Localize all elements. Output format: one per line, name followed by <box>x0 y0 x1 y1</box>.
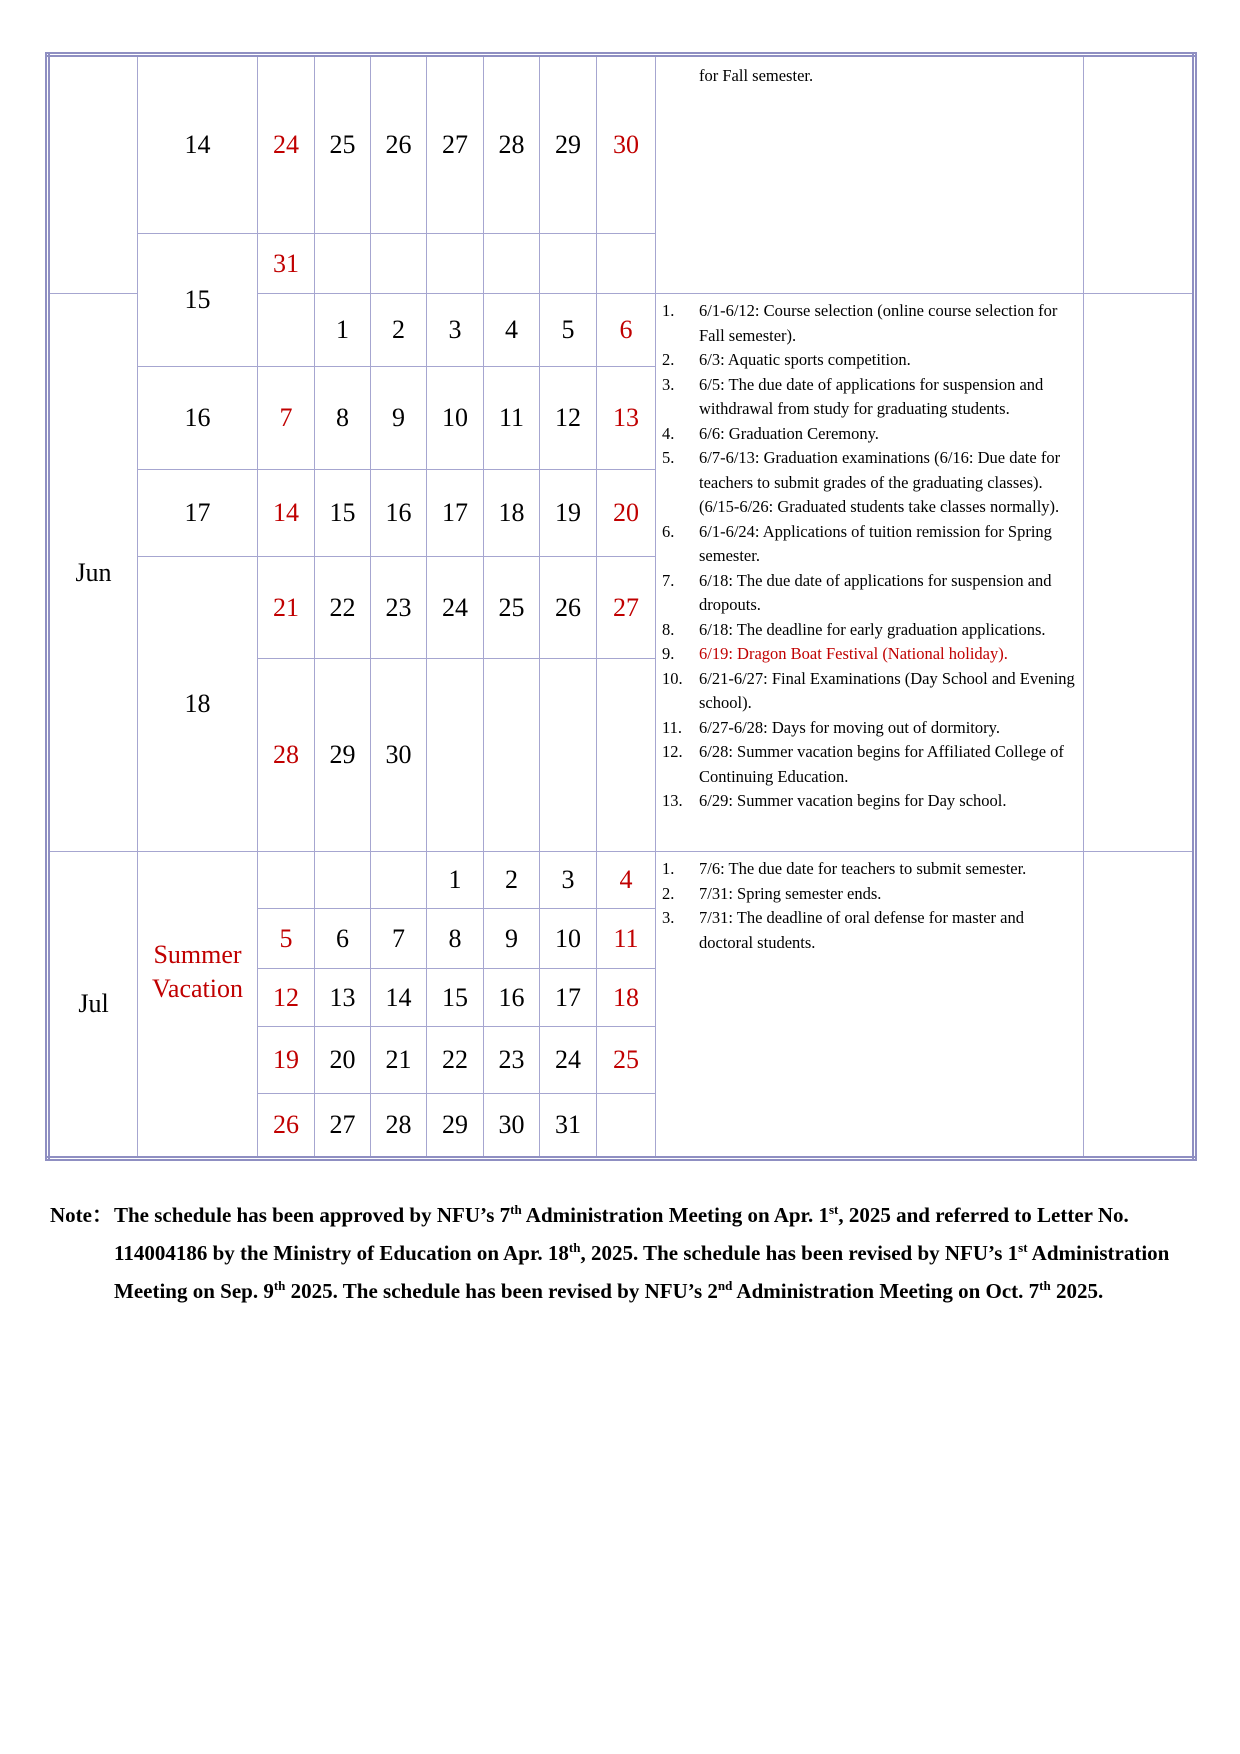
day-cell: 28 <box>484 55 540 234</box>
day-cell: 9 <box>484 909 540 969</box>
day-cell: 14 <box>371 969 427 1027</box>
day-cell: 8 <box>315 367 371 470</box>
day-cell: 2 <box>371 294 427 367</box>
day-cell: 3 <box>540 852 597 909</box>
note-item: 1. 6/1-6/12: Course selection (online course selection for Fall semester). <box>662 301 1058 345</box>
day-cell: 10 <box>427 367 484 470</box>
week-number-cell: 16 <box>138 367 258 470</box>
day-cell: 26 <box>371 55 427 234</box>
day-cell: 4 <box>484 294 540 367</box>
empty-right-cell <box>1084 852 1195 1159</box>
day-cell: 6 <box>597 294 656 367</box>
day-cell <box>315 852 371 909</box>
summer-vacation-cell: Summer Vacation <box>138 852 258 1159</box>
note-item: 4. 6/6: Graduation Ceremony. <box>662 423 879 443</box>
note-item: 5. 6/7-6/13: Graduation examinations (6/16: Due date for teachers to submit grades of the graduating classes). (6/15-6/26: Graduated students take classes normally). <box>662 448 1061 516</box>
day-cell: 23 <box>371 557 427 659</box>
day-cell: 27 <box>427 55 484 234</box>
day-cell <box>315 234 371 294</box>
row-may-week14 <box>48 55 1195 234</box>
day-cell: 1 <box>427 852 484 909</box>
day-cell: 12 <box>540 367 597 470</box>
day-cell: 7 <box>258 367 315 470</box>
day-cell <box>540 659 597 852</box>
day-cell: 22 <box>427 1027 484 1094</box>
day-cell: 26 <box>540 557 597 659</box>
note-text: The schedule has been approved by NFU’s 7th Administration Meeting on Apr. 1st, 2025 and referred to Letter No. 114004186 by the Ministry of Education on Apr. 18th, 2025. The schedule has been revised by NFU’s 1st Administration Meeting on Sep. 9th 2025. The schedule has been revised by NFU’s 2nd Administration Meeting on Oct. 7th 2025. <box>114 1202 1170 1303</box>
day-cell: 24 <box>540 1027 597 1094</box>
day-cell: 29 <box>540 55 597 234</box>
day-cell <box>484 659 540 852</box>
day-cell <box>597 1094 656 1159</box>
day-cell: 18 <box>597 969 656 1027</box>
day-cell <box>371 852 427 909</box>
day-cell: 25 <box>597 1027 656 1094</box>
day-cell: 11 <box>484 367 540 470</box>
day-cell: 29 <box>315 659 371 852</box>
day-cell <box>597 659 656 852</box>
note-item: 2. 6/3: Aquatic sports competition. <box>662 350 911 369</box>
day-cell <box>427 659 484 852</box>
week-number-cell: 17 <box>138 470 258 557</box>
note-item: 10. 6/21-6/27: Final Examinations (Day School and Evening school). <box>662 668 1075 712</box>
day-cell: 30 <box>484 1094 540 1159</box>
day-cell: 25 <box>315 55 371 234</box>
day-cell: 16 <box>371 470 427 557</box>
academic-calendar-table <box>45 52 1197 1161</box>
day-cell: 16 <box>484 969 540 1027</box>
note-item: 3. 7/31: The deadline of oral defense for master and doctoral students. <box>662 908 1024 952</box>
note-item: 7. 6/18: The due date of applications for suspension and dropouts. <box>662 570 1052 614</box>
month-cell-may <box>48 55 138 294</box>
day-cell <box>540 234 597 294</box>
day-cell: 29 <box>427 1094 484 1159</box>
day-cell: 20 <box>597 470 656 557</box>
day-cell: 28 <box>258 659 315 852</box>
empty-right-cell <box>1084 55 1195 294</box>
day-cell: 24 <box>258 55 315 234</box>
day-cell: 17 <box>540 969 597 1027</box>
week-number-cell: 15 <box>138 234 258 367</box>
note-item: 3. 6/5: The due date of applications for suspension and withdrawal from study for graduating students. <box>662 374 1044 418</box>
note-item: 1. 7/6: The due date for teachers to submit semester. <box>662 859 1027 878</box>
notes-july <box>656 852 1084 1159</box>
note-item: 2. 7/31: Spring semester ends. <box>662 883 882 903</box>
day-cell: 9 <box>371 367 427 470</box>
day-cell: 23 <box>484 1027 540 1094</box>
day-cell <box>371 234 427 294</box>
note-item: 6. 6/1-6/24: Applications of tuition remission for Spring semester. <box>662 521 1052 565</box>
day-cell: 6 <box>315 909 371 969</box>
note-item: 12. 6/28: Summer vacation begins for Affiliated College of Continuing Education. <box>662 742 1064 786</box>
day-cell: 4 <box>597 852 656 909</box>
day-cell: 28 <box>371 1094 427 1159</box>
day-cell: 12 <box>258 969 315 1027</box>
day-cell: 13 <box>315 969 371 1027</box>
day-cell: 22 <box>315 557 371 659</box>
row-jul-1 <box>48 852 1195 909</box>
day-cell <box>258 294 315 367</box>
note-item: 8. 6/18: The deadline for early graduation applications. <box>662 619 1046 639</box>
day-cell: 7 <box>371 909 427 969</box>
day-cell: 14 <box>258 470 315 557</box>
day-cell: 3 <box>427 294 484 367</box>
day-cell: 24 <box>427 557 484 659</box>
day-cell: 18 <box>484 470 540 557</box>
day-cell: 17 <box>427 470 484 557</box>
day-cell: 15 <box>315 470 371 557</box>
day-cell: 5 <box>540 294 597 367</box>
day-cell: 15 <box>427 969 484 1027</box>
day-cell <box>427 234 484 294</box>
month-cell-jul: Jul <box>48 852 138 1159</box>
day-cell: 20 <box>315 1027 371 1094</box>
day-cell: 31 <box>540 1094 597 1159</box>
day-cell: 19 <box>540 470 597 557</box>
day-cell: 8 <box>427 909 484 969</box>
day-cell: 2 <box>484 852 540 909</box>
day-cell: 27 <box>315 1094 371 1159</box>
day-cell: 21 <box>371 1027 427 1094</box>
note-item: 13. 6/29: Summer vacation begins for Day school. <box>662 791 1007 810</box>
week-number-cell: 18 <box>138 557 258 852</box>
day-cell: 31 <box>258 234 315 294</box>
approval-note <box>50 1196 1202 1310</box>
month-cell-jun: Jun <box>48 294 138 852</box>
day-cell: 30 <box>371 659 427 852</box>
day-cell: 21 <box>258 557 315 659</box>
note-item: 11. 6/27-6/28: Days for moving out of dormitory. <box>662 717 1000 737</box>
day-cell <box>597 234 656 294</box>
day-cell <box>258 852 315 909</box>
empty-right-cell <box>1084 294 1195 852</box>
day-cell: 30 <box>597 55 656 234</box>
day-cell: 10 <box>540 909 597 969</box>
day-cell: 5 <box>258 909 315 969</box>
note-label: Note： <box>50 1203 113 1227</box>
day-cell: 1 <box>315 294 371 367</box>
week-number-cell: 14 <box>138 55 258 234</box>
day-cell: 13 <box>597 367 656 470</box>
day-cell: 27 <box>597 557 656 659</box>
notes-june <box>656 294 1084 852</box>
day-cell: 26 <box>258 1094 315 1159</box>
day-cell <box>484 234 540 294</box>
day-cell: 11 <box>597 909 656 969</box>
day-cell: 19 <box>258 1027 315 1094</box>
note-item: 9. 6/19: Dragon Boat Festival (National holiday). <box>662 644 1008 663</box>
notes-may-continuation: for Fall semester. <box>656 55 1084 294</box>
day-cell: 25 <box>484 557 540 659</box>
